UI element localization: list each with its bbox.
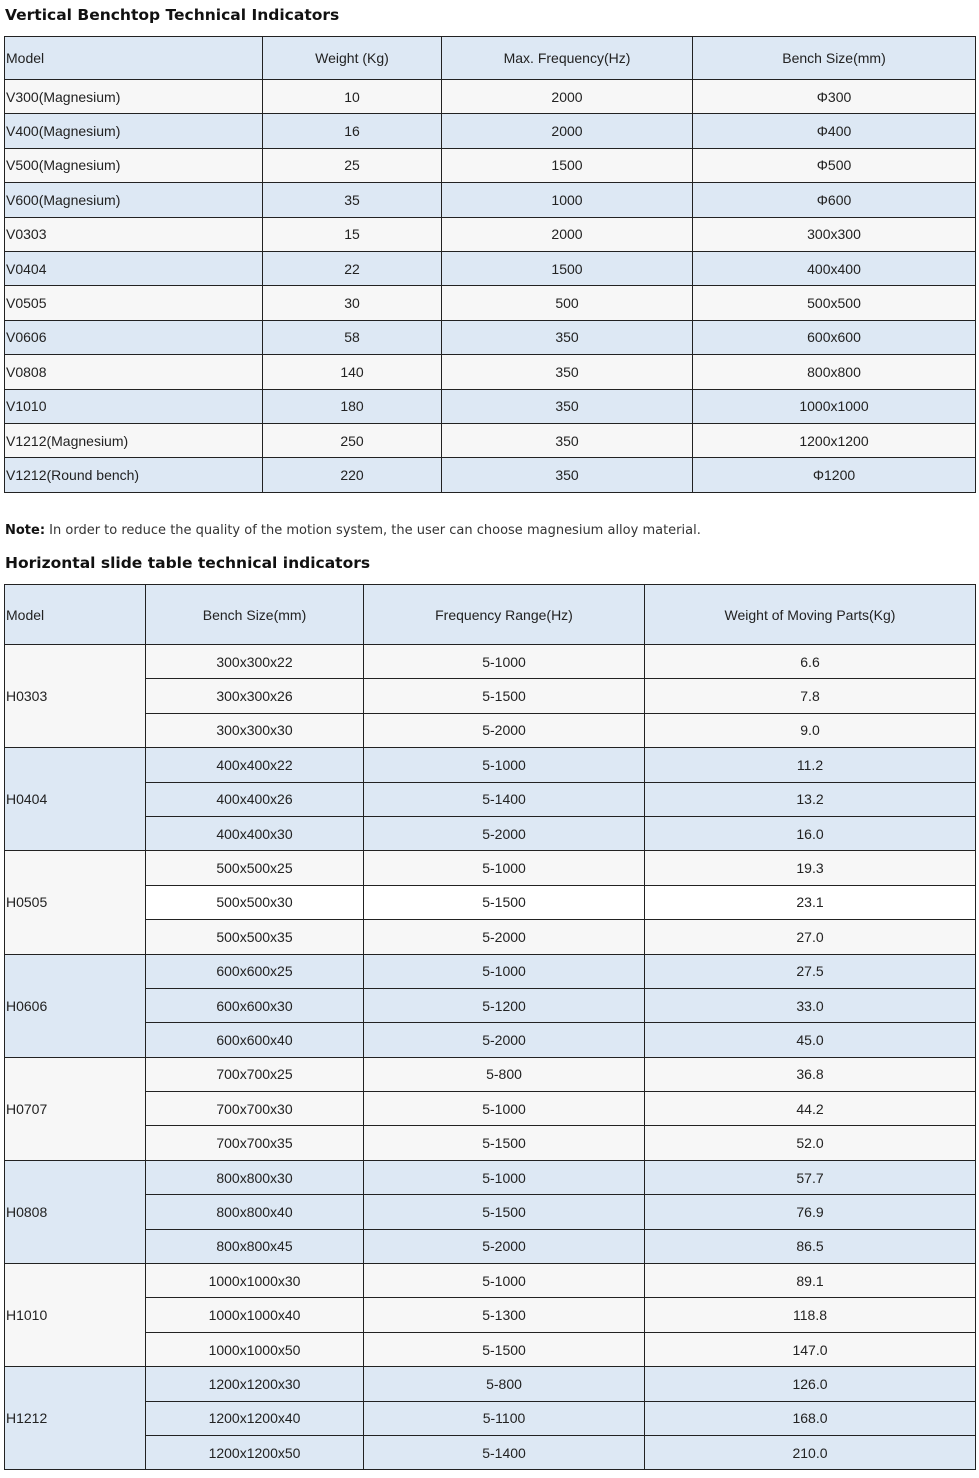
vertical-specs-table	[4, 36, 976, 493]
cell-bench-size: 800x800	[693, 355, 976, 389]
cell-moving-weight: 147.0	[645, 1332, 976, 1366]
cell-moving-weight: 11.2	[645, 748, 976, 782]
table-row	[5, 988, 976, 1022]
cell-moving-weight: 36.8	[645, 1057, 976, 1091]
cell-moving-weight: 7.8	[645, 679, 976, 713]
table-row	[5, 1057, 976, 1091]
cell-weight: 250	[263, 423, 442, 457]
table-row	[5, 782, 976, 816]
table-row	[5, 748, 976, 782]
table-row	[5, 1229, 976, 1263]
cell-max-frequency: 350	[442, 389, 693, 423]
cell-bench-size: 1200x1200x40	[146, 1401, 364, 1435]
cell-bench-size: 300x300x26	[146, 679, 364, 713]
cell-frequency-range: 5-2000	[364, 816, 645, 850]
cell-bench-size: 300x300x30	[146, 713, 364, 747]
cell-frequency-range: 5-2000	[364, 1023, 645, 1057]
cell-frequency-range: 5-800	[364, 1367, 645, 1401]
horizontal-table-title: Horizontal slide table technical indicators	[5, 554, 371, 572]
cell-model: V0505	[5, 286, 263, 320]
table-row	[5, 1332, 976, 1366]
cell-frequency-range: 5-2000	[364, 920, 645, 954]
cell-frequency-range: 5-800	[364, 1057, 645, 1091]
cell-moving-weight: 27.0	[645, 920, 976, 954]
cell-bench-size: 700x700x35	[146, 1126, 364, 1160]
cell-bench-size: 600x600x25	[146, 954, 364, 988]
cell-weight: 10	[263, 80, 442, 114]
table-row	[5, 1160, 976, 1194]
cell-bench-size: 800x800x45	[146, 1229, 364, 1263]
cell-bench-size: 700x700x25	[146, 1057, 364, 1091]
cell-frequency-range: 5-1500	[364, 885, 645, 919]
cell-moving-weight: 23.1	[645, 885, 976, 919]
cell-max-frequency: 1500	[442, 251, 693, 285]
note-text: In order to reduce the quality of the motion system, the user can choose magnesium alloy material.	[45, 523, 701, 538]
table-row	[5, 1298, 976, 1332]
cell-bench-size: 400x400x30	[146, 816, 364, 850]
cell-weight: 30	[263, 286, 442, 320]
header-frequency-range: Frequency Range(Hz)	[364, 585, 645, 645]
cell-bench-size: 1000x1000x30	[146, 1264, 364, 1298]
cell-bench-size: 1000x1000x40	[146, 1298, 364, 1332]
cell-moving-weight: 13.2	[645, 782, 976, 816]
note-label: Note:	[5, 523, 46, 538]
table-header-row	[5, 37, 976, 80]
cell-moving-weight: 126.0	[645, 1367, 976, 1401]
cell-max-frequency: 350	[442, 458, 693, 492]
cell-moving-weight: 33.0	[645, 988, 976, 1022]
cell-frequency-range: 5-1300	[364, 1298, 645, 1332]
cell-frequency-range: 5-1000	[364, 1092, 645, 1126]
header-bench-size: Bench Size(mm)	[693, 37, 976, 80]
cell-bench-size: 500x500x30	[146, 885, 364, 919]
table-row	[5, 355, 976, 389]
cell-model: H0505	[5, 851, 146, 954]
cell-model: H1010	[5, 1264, 146, 1367]
header-moving-weight: Weight of Moving Parts(Kg)	[645, 585, 976, 645]
table-row	[5, 1023, 976, 1057]
header-weight: Weight (Kg)	[263, 37, 442, 80]
cell-frequency-range: 5-1000	[364, 645, 645, 679]
table-row	[5, 713, 976, 747]
cell-model: H0707	[5, 1057, 146, 1160]
cell-model: V400(Magnesium)	[5, 114, 263, 148]
cell-frequency-range: 5-2000	[364, 1229, 645, 1263]
cell-max-frequency: 350	[442, 423, 693, 457]
cell-bench-size: 500x500	[693, 286, 976, 320]
cell-model: V0404	[5, 251, 263, 285]
cell-bench-size: 500x500x35	[146, 920, 364, 954]
cell-weight: 220	[263, 458, 442, 492]
cell-frequency-range: 5-1500	[364, 1126, 645, 1160]
cell-model: V0606	[5, 320, 263, 354]
cell-weight: 58	[263, 320, 442, 354]
cell-max-frequency: 1000	[442, 183, 693, 217]
cell-bench-size: 300x300	[693, 217, 976, 251]
cell-frequency-range: 5-1400	[364, 782, 645, 816]
horizontal-specs-table	[4, 584, 976, 1470]
table-row	[5, 1092, 976, 1126]
cell-max-frequency: 500	[442, 286, 693, 320]
cell-bench-size: 600x600	[693, 320, 976, 354]
cell-model: H0404	[5, 748, 146, 851]
cell-bench-size: 800x800x30	[146, 1160, 364, 1194]
table-row	[5, 320, 976, 354]
table-row	[5, 1126, 976, 1160]
cell-frequency-range: 5-1500	[364, 1195, 645, 1229]
cell-model: V1212(Magnesium)	[5, 423, 263, 457]
cell-frequency-range: 5-1200	[364, 988, 645, 1022]
cell-bench-size: 800x800x40	[146, 1195, 364, 1229]
cell-model: V300(Magnesium)	[5, 80, 263, 114]
cell-bench-size: Φ500	[693, 148, 976, 182]
header-max-frequency: Max. Frequency(Hz)	[442, 37, 693, 80]
header-model: Model	[5, 37, 263, 80]
cell-max-frequency: 350	[442, 355, 693, 389]
cell-model: V1010	[5, 389, 263, 423]
cell-moving-weight: 27.5	[645, 954, 976, 988]
cell-bench-size: 600x600x30	[146, 988, 364, 1022]
cell-moving-weight: 86.5	[645, 1229, 976, 1263]
table-row	[5, 1195, 976, 1229]
cell-model: V0303	[5, 217, 263, 251]
cell-weight: 22	[263, 251, 442, 285]
cell-moving-weight: 44.2	[645, 1092, 976, 1126]
cell-max-frequency: 1500	[442, 148, 693, 182]
cell-model: H0303	[5, 645, 146, 748]
cell-weight: 140	[263, 355, 442, 389]
cell-moving-weight: 45.0	[645, 1023, 976, 1057]
table-row	[5, 679, 976, 713]
cell-max-frequency: 2000	[442, 217, 693, 251]
cell-max-frequency: 350	[442, 320, 693, 354]
cell-bench-size: 1200x1200x50	[146, 1435, 364, 1469]
cell-bench-size: 1200x1200	[693, 423, 976, 457]
table-row	[5, 816, 976, 850]
table-row	[5, 458, 976, 492]
cell-frequency-range: 5-1000	[364, 748, 645, 782]
cell-moving-weight: 19.3	[645, 851, 976, 885]
table-header-row	[5, 585, 976, 645]
table-row	[5, 1435, 976, 1469]
cell-frequency-range: 5-2000	[364, 713, 645, 747]
cell-frequency-range: 5-1500	[364, 679, 645, 713]
cell-model: H1212	[5, 1367, 146, 1470]
cell-max-frequency: 2000	[442, 80, 693, 114]
cell-frequency-range: 5-1500	[364, 1332, 645, 1366]
cell-frequency-range: 5-1000	[364, 851, 645, 885]
cell-moving-weight: 16.0	[645, 816, 976, 850]
table-row	[5, 423, 976, 457]
cell-bench-size: 700x700x30	[146, 1092, 364, 1126]
table-row	[5, 645, 976, 679]
cell-model: V600(Magnesium)	[5, 183, 263, 217]
header-model: Model	[5, 585, 146, 645]
table-row	[5, 148, 976, 182]
cell-model: V500(Magnesium)	[5, 148, 263, 182]
note-paragraph	[5, 522, 701, 540]
cell-moving-weight: 9.0	[645, 713, 976, 747]
cell-weight: 15	[263, 217, 442, 251]
cell-moving-weight: 57.7	[645, 1160, 976, 1194]
cell-bench-size: Φ300	[693, 80, 976, 114]
cell-moving-weight: 168.0	[645, 1401, 976, 1435]
cell-bench-size: Φ400	[693, 114, 976, 148]
table-row	[5, 217, 976, 251]
header-bench-size: Bench Size(mm)	[146, 585, 364, 645]
cell-bench-size: 1000x1000x50	[146, 1332, 364, 1366]
cell-model: H0808	[5, 1160, 146, 1263]
cell-max-frequency: 2000	[442, 114, 693, 148]
cell-frequency-range: 5-1400	[364, 1435, 645, 1469]
cell-moving-weight: 118.8	[645, 1298, 976, 1332]
cell-model: V1212(Round bench)	[5, 458, 263, 492]
cell-moving-weight: 52.0	[645, 1126, 976, 1160]
table-row	[5, 80, 976, 114]
table-row	[5, 954, 976, 988]
cell-model: V0808	[5, 355, 263, 389]
cell-model: H0606	[5, 954, 146, 1057]
table-row	[5, 389, 976, 423]
cell-frequency-range: 5-1000	[364, 954, 645, 988]
table-row	[5, 851, 976, 885]
table-row	[5, 183, 976, 217]
cell-moving-weight: 89.1	[645, 1264, 976, 1298]
table-row	[5, 251, 976, 285]
cell-bench-size: Φ600	[693, 183, 976, 217]
cell-bench-size: 400x400x22	[146, 748, 364, 782]
cell-frequency-range: 5-1000	[364, 1264, 645, 1298]
cell-bench-size: 1200x1200x30	[146, 1367, 364, 1401]
cell-frequency-range: 5-1100	[364, 1401, 645, 1435]
cell-weight: 25	[263, 148, 442, 182]
table-row	[5, 885, 976, 919]
cell-bench-size: 300x300x22	[146, 645, 364, 679]
table-row	[5, 1264, 976, 1298]
cell-bench-size: 400x400	[693, 251, 976, 285]
cell-bench-size: 500x500x25	[146, 851, 364, 885]
cell-bench-size: 600x600x40	[146, 1023, 364, 1057]
cell-bench-size: 1000x1000	[693, 389, 976, 423]
table-row	[5, 920, 976, 954]
table-row	[5, 286, 976, 320]
cell-weight: 35	[263, 183, 442, 217]
cell-bench-size: Φ1200	[693, 458, 976, 492]
cell-weight: 16	[263, 114, 442, 148]
cell-moving-weight: 76.9	[645, 1195, 976, 1229]
table-row	[5, 1401, 976, 1435]
table-row	[5, 1367, 976, 1401]
table-row	[5, 114, 976, 148]
cell-bench-size: 400x400x26	[146, 782, 364, 816]
cell-frequency-range: 5-1000	[364, 1160, 645, 1194]
cell-weight: 180	[263, 389, 442, 423]
cell-moving-weight: 6.6	[645, 645, 976, 679]
vertical-table-title: Vertical Benchtop Technical Indicators	[5, 6, 340, 24]
cell-moving-weight: 210.0	[645, 1435, 976, 1469]
